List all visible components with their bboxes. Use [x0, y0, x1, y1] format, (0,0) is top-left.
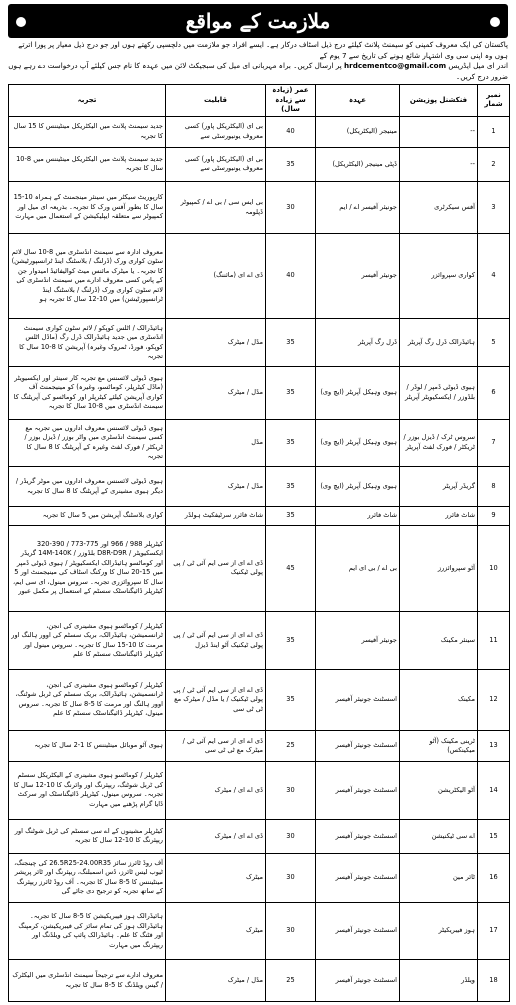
cell-age: 40 [266, 234, 316, 319]
cell-desig: ہیوی وہیکل آپریٹر (ایچ وی) [316, 466, 400, 506]
cell-exp: ہائیڈرالک / اٹلس کوپکو / لائم سٹون کواری سیمنٹ انڈسٹری میں جدید ہائیڈرالک ڈرل رگ (ماڈل اٹلس کوپکو، فورڈ، ٹمروک وغیرہ) آپریشن کا 8-10 سال کا تجربہ [9, 319, 166, 366]
cell-age: 45 [266, 525, 316, 611]
cell-exp: کواری بلاسٹنگ آپریشن میں 5 سال کا تجربہ [9, 507, 166, 525]
cell-age: 25 [266, 730, 316, 761]
jobs-table [8, 84, 510, 1002]
cell-exp: کیٹرپلر 988 / 966 اور 775-773 / 390-320 ایکسکیویٹر / D8R-D9R بلڈوزر / 14M-140K گریڈر اور کوماٹسو ہائیڈرالک ایکسکیویٹر / ہیوی ڈیوٹی ڈمپر میں 15-20 سال کا ورکنگ اسٹاف کی مینیجمنٹ اور 5 سال کا سپروائزری تجربہ۔ سروس مینول، ای سی ایم، کیٹرپلر ڈائیگناسٹک سسٹم کے استعمال پر مکمل عبور [9, 525, 166, 611]
cell-num: 4 [478, 234, 510, 319]
col-header-age: عمر (زیادہ سے زیادہ سال) [266, 85, 316, 117]
table-row [9, 902, 510, 960]
cell-num: 11 [478, 612, 510, 670]
cell-num: 10 [478, 525, 510, 611]
table-row [9, 366, 510, 419]
cell-qual: مڈل / میٹرک [166, 466, 266, 506]
cell-qual: بی ایس سی / بی اے / کمپیوٹر ڈپلومہ [166, 182, 266, 234]
cell-desig: ہیوی وہیکل آپریٹر (ایچ وی) [316, 366, 400, 419]
cell-desig: اسسٹنٹ جونیئر آفیسر [316, 762, 400, 820]
cell-qual: شاٹ فائرر سرٹیفکیٹ ہولڈر [166, 507, 266, 525]
cell-qual: بی ای (الیکٹریکل پاور) کسی معروف یونیورسٹی سے [166, 147, 266, 182]
cell-desig: ڈپٹی مینیجر (الیکٹریکل) [316, 147, 400, 182]
cell-desig: جونیئر آفیسر اے / ایم [316, 182, 400, 234]
cell-num: 15 [478, 819, 510, 854]
intro-email-lead: اندر ای میل ایڈریس [448, 61, 508, 70]
cell-num: 9 [478, 507, 510, 525]
cell-exp: ہیوی ڈیوٹی لائسنس مع تجربہ کار سینئر اور ایکسیویٹر (ماڈل کیٹرپلر، کوماٹسو، وغیرہ) کو مینیجمنٹ آف کواری آپریشن کیلئے کیٹرپلر اور کوماٹسو کی آپریٹنگ کا سیمنٹ انڈسٹری میں 8-10 سال کا تجربہ [9, 366, 166, 419]
table-row [9, 319, 510, 366]
col-header-desig: عہدہ [316, 85, 400, 117]
cell-desig: جونیئر آفیسر [316, 612, 400, 670]
cell-title: مکینک [400, 669, 478, 730]
table-row [9, 819, 510, 854]
cell-num: 8 [478, 466, 510, 506]
cell-title: شاٹ فائرر [400, 507, 478, 525]
cell-title: -- [400, 147, 478, 182]
col-header-qual: قابلیت [166, 85, 266, 117]
cell-title: -- [400, 116, 478, 147]
cell-qual: میٹرک [166, 902, 266, 960]
cell-age: 30 [266, 762, 316, 820]
page-title: ملازمت کے مواقع [185, 9, 331, 33]
cell-qual: ڈی اے ای از سی ایم آئی ٹی / پی پولی ٹیکنیک / یا مڈل / میٹرک مع ٹی ٹی سی [166, 669, 266, 730]
table-row [9, 234, 510, 319]
cell-qual: ڈی اے ای (مائننگ) [166, 234, 266, 319]
cell-title: سروس ٹرک / ڈیزل بوزر / ٹریکٹر / فورک لفٹ آپریٹر [400, 419, 478, 466]
cell-title: اے سی ٹیکنیشن [400, 819, 478, 854]
cell-age: 35 [266, 366, 316, 419]
table-row [9, 762, 510, 820]
cell-exp: کیٹرپلر / کوماٹسو ہیوی مشینری کے الیکٹریکل سسٹم کی ٹربل شوٹنگ، ریپئرنگ اور وائرنگ کا 10-12 سال کا تجربہ۔ سروس مینول، کیٹرپلر ڈائیگناسٹک اور سرکٹ ڈایا گرام پڑھنے میں مہارت [9, 762, 166, 820]
cell-num: 5 [478, 319, 510, 366]
cell-num: 6 [478, 366, 510, 419]
cell-age: 35 [266, 419, 316, 466]
title-banner [8, 4, 508, 38]
table-header-row [9, 85, 510, 117]
cell-desig: مینیجر (الیکٹریکل) [316, 116, 400, 147]
jobs-table-body [9, 116, 510, 1002]
cell-desig: اسسٹنٹ جونیئر آفیسر [316, 819, 400, 854]
table-row [9, 612, 510, 670]
cell-desig: اسسٹنٹ جونیئر آفیسر [316, 960, 400, 1002]
table-row [9, 116, 510, 147]
cell-qual: مڈل / میٹرک [166, 366, 266, 419]
cell-qual: ڈی اے ای / میٹرک [166, 819, 266, 854]
cell-exp: کیٹرپلر / کوماٹسو ہیوی مشینری کی انجن، ٹرانسمیشن، ہائیڈرالک، بریک سسٹم کی ٹربل شوٹنگ، اوور ہالنگ اور مرمت کا 5-8 سال کا تجربہ۔ سروس مینول، کیٹرپلر ڈائیگناسٹک سسٹم کا علم [9, 669, 166, 730]
table-row [9, 730, 510, 761]
cell-exp: کیٹرپلر / کوماٹسو ہیوی مشینری کی انجن، ٹرانسمیشن، ہائیڈرالک، بریک سسٹم کی اوور ہالنگ اور مرمت کا 10-15 سال کا تجربہ۔ سروس مینول اور کیٹرپلر ڈائیگناسٹک سسٹم کا علم [9, 612, 166, 670]
intro-paragraph [8, 40, 508, 82]
table-row [9, 419, 510, 466]
cell-title: ہوز فیبریکیٹر [400, 902, 478, 960]
cell-title: ٹائر مین [400, 854, 478, 902]
cell-qual: ڈی اے ای از سی ایم آئی ٹی / پی پولی ٹیکنیک [166, 525, 266, 611]
cell-num: 16 [478, 854, 510, 902]
cell-title: ہائیڈرالک ڈرل رگ آپریٹر [400, 319, 478, 366]
cell-title: ٹرینی مکینک (آٹو میکینکس) [400, 730, 478, 761]
cell-age: 40 [266, 116, 316, 147]
cell-desig: ہیوی وہیکل آپریٹر (ایچ وی) [316, 419, 400, 466]
cell-exp: معروف ادارہ سے سیمنٹ انڈسٹری میں 8-10 سال لائم سٹون کواری ورک (ڈرلنگ / بلاسٹنگ اینڈ ٹرانسپورٹیشن) کا تجربہ۔ یا میٹرک مائنس میٹ کوالیفائیڈ امیدوار جن کے پاس کسی معروف ادارے میں سیمنٹ انڈسٹری کی لائم سٹون کواری ورک (ڈرلنگ / بلاسٹنگ اینڈ ٹرانسپورٹیشن) میں 10-12 سال کا تجربہ ہو [9, 234, 166, 319]
cell-desig: اسسٹنٹ جونیئر آفیسر [316, 730, 400, 761]
cell-desig: جونیئر آفیسر [316, 234, 400, 319]
intro-line-1: پاکستان کی ایک معروف کمپنی کو سیمنٹ پلانٹ کیلئے درج ذیل اسٹاف درکار ہے۔ ایسے افراد جو ملازمت میں دلچسپی رکھتے ہوں اور جو درج ذیل معیار پر پورا اترتے ہوں وہ اپنی سی وی اشتہار شائع ہونے کی تاریخ سے 7 یوم کے [18, 40, 508, 60]
cell-title: کواری سپروائزر [400, 234, 478, 319]
cell-age: 35 [266, 612, 316, 670]
cell-num: 14 [478, 762, 510, 820]
table-row [9, 147, 510, 182]
cell-age: 30 [266, 902, 316, 960]
table-row [9, 466, 510, 506]
table-row [9, 525, 510, 611]
cell-exp: ہیوی آٹو موبائل مینٹیننس کا 1-2 سال کا تجربہ [9, 730, 166, 761]
cell-desig: ڈرل رگ آپریٹر [316, 319, 400, 366]
cell-title: آٹو الیکٹریشن [400, 762, 478, 820]
cell-exp: آف روڈ ٹائرز سائز 26.5R25-24.00R35 کی چینجنگ، ٹیوب لیس ٹائرز، ڈس اسمبلنگ، ریپئرنگ اور ٹائر پریشر مینٹیننس کا 5-8 سال کا تجربہ۔ آف روڈ ٹائرز ریپئرنگ کے ساتھ تجربہ کو ترجیح دی جائے گی [9, 854, 166, 902]
cell-age: 35 [266, 669, 316, 730]
cell-num: 12 [478, 669, 510, 730]
cell-age: 30 [266, 854, 316, 902]
cell-title: آفس سیکرٹری [400, 182, 478, 234]
cell-title: آٹو سپروائزرز [400, 525, 478, 611]
cell-desig: اسسٹنٹ جونیئر آفیسر [316, 854, 400, 902]
cell-exp: جدید سیمنٹ پلانٹ میں الیکٹریکل مینٹیننس کا 15 سال کا تجربہ [9, 116, 166, 147]
cell-qual: میٹرک [166, 854, 266, 902]
cell-qual: بی ای (الیکٹریکل پاور) کسی معروف یونیورسٹی سے [166, 116, 266, 147]
cell-num: 13 [478, 730, 510, 761]
cell-qual: مڈل / میٹرک [166, 960, 266, 1002]
col-header-num: نمبر شمار [478, 85, 510, 117]
cell-exp: کارپوریٹ سیکٹر میں سینئر مینجمنٹ کے ہمراہ 10-15 سال کا بطور آفس ورک کا تجربہ۔ بذریعہ ای میل اور کمپیوٹر سے متعلقہ ایپلیکیشن کے استعمال میں مہارت [9, 182, 166, 234]
cell-num: 17 [478, 902, 510, 960]
cell-exp: معروف ادارے سے ترجیحاً سیمنٹ انڈسٹری میں الیکٹرک / گیس ویلڈنگ کا 5-8 سال کا تجربہ [9, 960, 166, 1002]
cell-exp: ہائیڈرالک ہوز فیبریکیشن کا 5-8 سال کا تجربہ۔ ہائیڈرالک ہوز کی تمام سائز کی فیبریکیشن، کرمپنگ اور فٹنگ کا علم۔ ہائیڈرالک پائپ کی ویلڈنگ اور ریپئرنگ میں مہارت [9, 902, 166, 960]
cell-age: 30 [266, 819, 316, 854]
cell-exp: کیٹرپلر مشینوں کے اے سی سسٹم کی ٹربل شوٹنگ اور ریپئرنگ کا 10-12 سال کا تجربہ [9, 819, 166, 854]
cell-age: 25 [266, 960, 316, 1002]
cell-exp: ہیوی ڈیوٹی لائسنس معروف اداروں میں تجربہ مع کسی سیمنٹ انڈسٹری میں واٹر بوزر / ڈیزل بوزر / ٹریکٹر / فورک لفٹ وغیرہ کے آپریٹنگ کا 8 سال کا تجربہ [9, 419, 166, 466]
col-header-exp: تجربہ [9, 85, 166, 117]
cell-desig: بی اے / بی ای ایم [316, 525, 400, 611]
intro-email-tail: پر ارسال کریں۔ براہ مہربانی ای میل کی سبجیکٹ لائن میں عہدہ کا نام جس کیلئے آپ درخواست دے رہے ہوں ضرور درج کریں۔ [8, 61, 508, 81]
cell-desig: شاٹ فائرر [316, 507, 400, 525]
cell-age: 30 [266, 182, 316, 234]
banner-right-ornament [490, 17, 500, 27]
cell-age: 35 [266, 147, 316, 182]
cell-qual: مڈل / میٹرک [166, 319, 266, 366]
cell-num: 3 [478, 182, 510, 234]
cell-age: 35 [266, 507, 316, 525]
cell-age: 35 [266, 319, 316, 366]
cell-num: 2 [478, 147, 510, 182]
table-row [9, 960, 510, 1002]
cell-exp: ہیوی ڈیوٹی لائسنس معروف اداروں میں موٹر گریڈر / دیگر ہیوی مشینری کے آپریٹنگ کا 8 سال کا تجربہ [9, 466, 166, 506]
table-row [9, 507, 510, 525]
cell-desig: اسسٹنٹ جونیئر آفیسر [316, 669, 400, 730]
table-row [9, 854, 510, 902]
table-row [9, 669, 510, 730]
cell-exp: جدید سیمنٹ پلانٹ میں الیکٹریکل مینٹیننس میں 8-10 سال کا تجربہ [9, 147, 166, 182]
cell-num: 1 [478, 116, 510, 147]
cell-qual: مڈل [166, 419, 266, 466]
contact-email[interactable]: hrdcementco@gmail.com [344, 61, 447, 70]
cell-title: سینئر مکینک [400, 612, 478, 670]
intro-line-2 [8, 61, 508, 82]
table-row [9, 182, 510, 234]
cell-title: ویلڈر [400, 960, 478, 1002]
cell-qual: ڈی اے ای / میٹرک [166, 762, 266, 820]
cell-desig: اسسٹنٹ جونیئر آفیسر [316, 902, 400, 960]
cell-title: گریڈر آپریٹر [400, 466, 478, 506]
cell-age: 35 [266, 466, 316, 506]
cell-title: ہیوی ڈیوٹی ڈمپر / لوڈر / بلڈوزر / ایکسکیویٹر آپریٹر [400, 366, 478, 419]
cell-num: 7 [478, 419, 510, 466]
cell-qual: ڈی اے ای از سی ایم آئی ٹی / پی پولی ٹیکنیک آٹو اینڈ ڈیزل [166, 612, 266, 670]
cell-qual: ڈی اے ای از سی ایم آئی ٹی / میٹرک مع ٹی ٹی سی [166, 730, 266, 761]
cell-num: 18 [478, 960, 510, 1002]
col-header-title: فنکشنل پوزیشن [400, 85, 478, 117]
